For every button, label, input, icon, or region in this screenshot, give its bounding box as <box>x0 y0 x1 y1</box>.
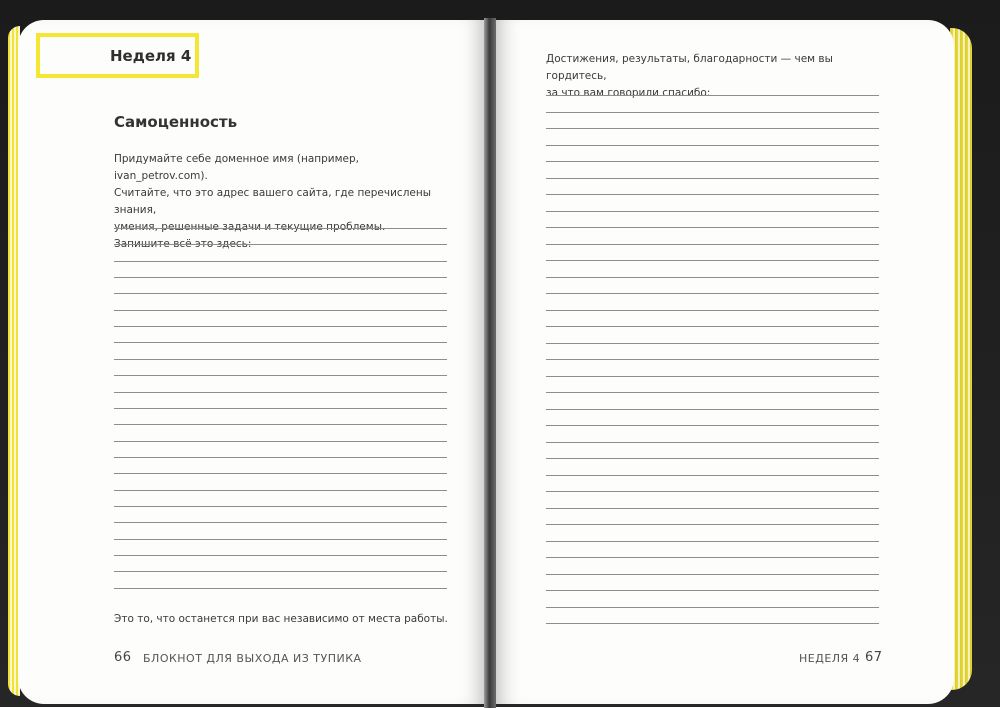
writing-line <box>114 375 447 376</box>
writing-line <box>114 490 447 491</box>
writing-line <box>546 244 879 245</box>
writing-line <box>546 227 879 228</box>
writing-line <box>114 310 447 311</box>
writing-line <box>114 457 447 458</box>
writing-line <box>546 541 879 542</box>
writing-line <box>114 359 447 360</box>
writing-line <box>546 524 879 525</box>
writing-line <box>546 293 879 294</box>
page-number-left: 66 <box>114 650 132 665</box>
writing-line <box>546 194 879 195</box>
writing-line <box>114 244 447 245</box>
writing-line <box>114 522 447 523</box>
page-number-right: 67 <box>865 650 883 665</box>
writing-line <box>546 590 879 591</box>
left-instruction-line: умения, решенные задачи и текущие проблемы. <box>114 221 386 233</box>
left-instructions <box>114 151 454 253</box>
writing-line <box>546 475 879 476</box>
writing-line <box>546 376 879 377</box>
writing-line <box>114 588 447 589</box>
writing-line <box>114 408 447 409</box>
writing-line <box>546 491 879 492</box>
writing-line <box>546 178 879 179</box>
writing-line <box>114 261 447 262</box>
writing-line <box>546 607 879 608</box>
book-gutter <box>484 18 496 708</box>
writing-line <box>114 473 447 474</box>
section-title: Самоценность <box>114 113 238 131</box>
left-page <box>18 20 488 704</box>
writing-line <box>546 128 879 129</box>
writing-line <box>546 508 879 509</box>
writing-line <box>546 343 879 344</box>
writing-line <box>114 506 447 507</box>
writing-line <box>114 228 447 229</box>
writing-line <box>114 277 447 278</box>
writing-line <box>546 442 879 443</box>
writing-line <box>546 277 879 278</box>
running-title-left: БЛОКНОТ ДЛЯ ВЫХОДА ИЗ ТУПИКА <box>143 652 362 665</box>
writing-line <box>546 211 879 212</box>
writing-line <box>114 392 447 393</box>
writing-line <box>546 95 879 96</box>
writing-line <box>114 326 447 327</box>
writing-line <box>114 441 447 442</box>
writing-line <box>546 392 879 393</box>
writing-line <box>546 623 879 624</box>
writing-line <box>114 342 447 343</box>
writing-line <box>546 260 879 261</box>
right-instruction-line: Достижения, результаты, благодарности — чем вы гордитесь, <box>546 53 833 82</box>
writing-line <box>546 409 879 410</box>
writing-line <box>546 574 879 575</box>
writing-line <box>546 557 879 558</box>
writing-line <box>114 293 447 294</box>
writing-line <box>546 310 879 311</box>
writing-line <box>546 161 879 162</box>
writing-line <box>546 112 879 113</box>
writing-line <box>114 571 447 572</box>
writing-line <box>546 458 879 459</box>
writing-line <box>114 424 447 425</box>
writing-line <box>114 539 447 540</box>
closing-note: Это то, что останется при вас независимо от места работы. <box>114 613 448 625</box>
week-label: Неделя 4 <box>110 46 192 65</box>
running-title-right: НЕДЕЛЯ 4 <box>799 652 861 665</box>
writing-line <box>546 145 879 146</box>
writing-line <box>546 425 879 426</box>
left-instruction-line: Придумайте себе доменное имя (например, ivan_petrov.com). <box>114 153 360 182</box>
week-label-box <box>36 33 199 78</box>
left-instruction-line: Считайте, что это адрес вашего сайта, где перечислены знания, <box>114 187 432 216</box>
writing-line <box>114 555 447 556</box>
right-instruction-line: за что вам говорили спасибо: <box>546 87 711 99</box>
right-page <box>492 20 954 704</box>
writing-line <box>546 326 879 327</box>
writing-line <box>546 359 879 360</box>
left-instruction-line: Запишите всё это здесь: <box>114 238 252 250</box>
